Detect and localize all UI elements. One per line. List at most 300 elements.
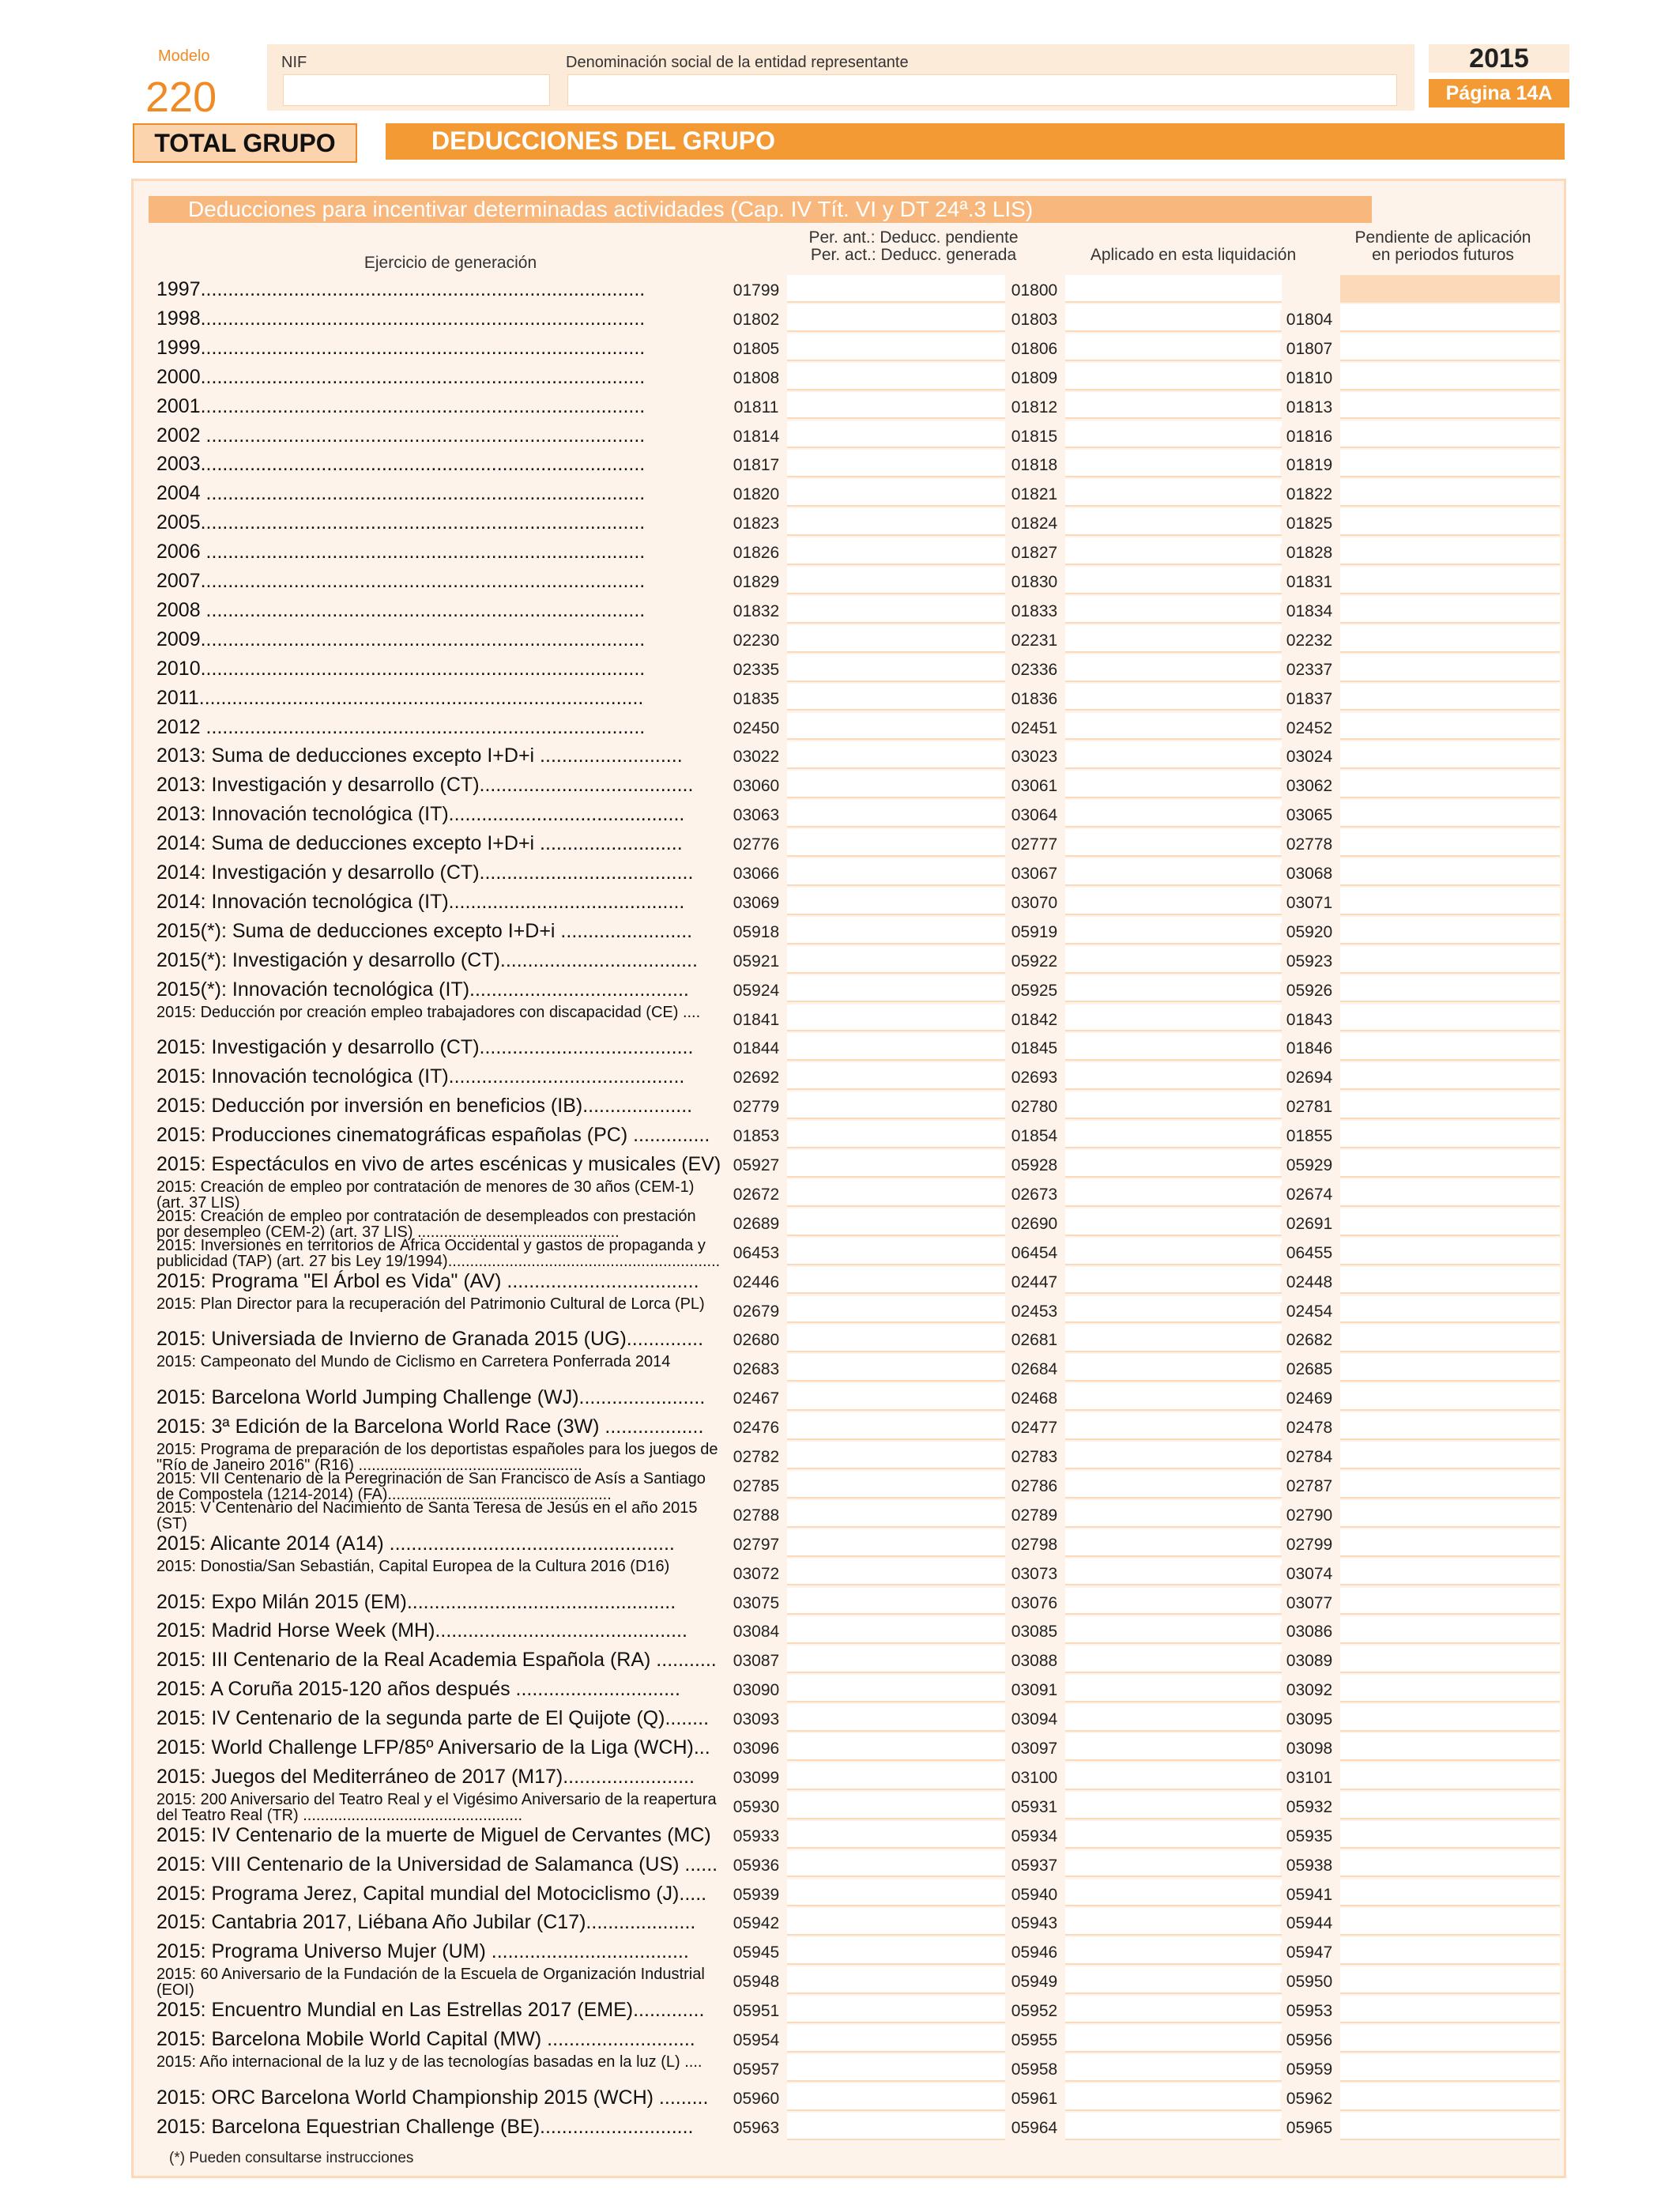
amount-input[interactable] — [787, 1559, 1005, 1586]
box-code: 02674 — [1280, 1186, 1339, 1204]
amount-input[interactable] — [1065, 946, 1282, 974]
amount-input[interactable] — [1340, 1033, 1560, 1061]
box-code: 05931 — [1005, 1798, 1064, 1817]
amount-input[interactable] — [1340, 1267, 1560, 1295]
row-label: 2003................................................................................. — [156, 453, 646, 476]
amount-input[interactable] — [787, 596, 1005, 624]
amount-input[interactable] — [1065, 888, 1282, 915]
amount-input[interactable] — [1340, 1559, 1560, 1586]
row-label: 2014: Innovación tecnológica (IT)........................................... — [156, 890, 685, 913]
amount-input[interactable] — [1065, 1996, 1282, 2023]
box-code: 02476 — [727, 1419, 785, 1438]
amount-input[interactable] — [1065, 479, 1282, 507]
amount-input[interactable] — [1065, 1471, 1282, 1498]
row-label: 2012 ................................................................................ — [156, 715, 646, 738]
amount-input[interactable] — [1340, 975, 1560, 1003]
amount-input[interactable] — [787, 1091, 1005, 1119]
amount-input[interactable] — [1340, 537, 1560, 565]
amount-input[interactable] — [787, 479, 1005, 507]
amount-input[interactable] — [1065, 1238, 1282, 1265]
amount-input[interactable] — [1340, 450, 1560, 477]
amount-input[interactable] — [1065, 1005, 1282, 1032]
amount-input[interactable] — [787, 1996, 1005, 2023]
year-badge: 2015 — [1429, 44, 1569, 73]
amount-input[interactable] — [1340, 1383, 1560, 1411]
amount-input[interactable] — [1340, 1996, 1560, 2023]
amount-input[interactable] — [787, 392, 1005, 420]
amount-input[interactable] — [1065, 1442, 1282, 1469]
amount-input[interactable] — [1340, 392, 1560, 420]
box-code: 05964 — [1005, 2119, 1064, 2138]
amount-input[interactable] — [1340, 829, 1560, 857]
amount-input[interactable] — [1065, 508, 1282, 536]
amount-input[interactable] — [787, 1296, 1005, 1324]
amount-input[interactable] — [1340, 1005, 1560, 1032]
box-code: 03071 — [1280, 894, 1339, 913]
amount-input[interactable] — [787, 1762, 1005, 1790]
amount-input[interactable] — [1340, 1646, 1560, 1673]
amount-input[interactable] — [1065, 2113, 1282, 2140]
box-code: 05950 — [1280, 1973, 1339, 1992]
amount-input[interactable] — [1065, 1616, 1282, 1644]
box-code: 03069 — [727, 894, 785, 913]
box-code: 05938 — [1280, 1857, 1339, 1875]
amount-input[interactable] — [787, 1821, 1005, 1849]
amount-input[interactable] — [1340, 1325, 1560, 1352]
amount-input[interactable] — [787, 1062, 1005, 1090]
amount-input[interactable] — [787, 1966, 1005, 1994]
box-code: 03096 — [727, 1740, 785, 1759]
box-code: 05961 — [1005, 2090, 1064, 2109]
row-label: 2015: World Challenge LFP/85º Aniversario de la Liga (WCH)... — [156, 1736, 710, 1759]
amount-input[interactable] — [787, 946, 1005, 974]
amount-input[interactable] — [787, 1325, 1005, 1352]
row-label: 2015: Campeonato del Mundo de Ciclismo en Carretera Ponferrada 2014 — [156, 1354, 671, 1370]
amount-input[interactable] — [1340, 479, 1560, 507]
box-code: 01824 — [1005, 515, 1064, 533]
box-code: 03095 — [1280, 1710, 1339, 1729]
amount-input[interactable] — [1340, 596, 1560, 624]
box-code: 02776 — [727, 835, 785, 854]
box-code: 01825 — [1280, 515, 1339, 533]
amount-input[interactable] — [1065, 1762, 1282, 1790]
nif-field[interactable] — [283, 74, 550, 106]
amount-input[interactable] — [1340, 800, 1560, 827]
amount-input[interactable] — [787, 275, 1005, 303]
box-code: 05922 — [1005, 952, 1064, 971]
box-code: 01841 — [727, 1011, 785, 1030]
box-code: 01832 — [727, 602, 785, 621]
box-code: 05933 — [727, 1827, 785, 1846]
box-code: 06453 — [727, 1244, 785, 1263]
amount-input[interactable] — [1340, 1762, 1560, 1790]
amount-input[interactable] — [1065, 713, 1282, 741]
amount-input[interactable] — [1065, 975, 1282, 1003]
denominacion-field[interactable] — [567, 74, 1397, 106]
amount-input[interactable] — [787, 625, 1005, 653]
box-code: 01813 — [1280, 398, 1339, 417]
amount-input[interactable] — [1065, 1966, 1282, 1994]
amount-input[interactable] — [1065, 654, 1282, 682]
box-code: 05923 — [1280, 952, 1339, 971]
box-code: 03086 — [1280, 1623, 1339, 1642]
amount-input[interactable] — [1065, 1121, 1282, 1148]
box-code: 03087 — [727, 1652, 785, 1671]
amount-input[interactable] — [787, 304, 1005, 332]
amount-input[interactable] — [1340, 654, 1560, 682]
amount-input[interactable] — [1340, 2054, 1560, 2082]
amount-input[interactable] — [1340, 1879, 1560, 1907]
amount-input[interactable] — [1065, 625, 1282, 653]
box-code: 05924 — [727, 982, 785, 1001]
amount-input[interactable] — [787, 1792, 1005, 1819]
box-code: 03092 — [1280, 1681, 1339, 1700]
amount-input[interactable] — [1065, 1529, 1282, 1557]
box-code: 05954 — [727, 2031, 785, 2050]
box-code: 05953 — [1280, 2002, 1339, 2021]
amount-input[interactable] — [787, 334, 1005, 361]
amount-input[interactable] — [1340, 684, 1560, 711]
amount-input[interactable] — [1065, 450, 1282, 477]
box-code: 05920 — [1280, 923, 1339, 942]
amount-input[interactable] — [1340, 946, 1560, 974]
row-label: 2014: Investigación y desarrollo (CT)....................................... — [156, 861, 694, 884]
amount-input[interactable] — [1340, 1966, 1560, 1994]
amount-input[interactable] — [1065, 800, 1282, 827]
box-code: 01806 — [1005, 340, 1064, 359]
amount-input[interactable] — [787, 2025, 1005, 2053]
row-label: 2015: V Centenario del Nacimiento de Santa Teresa de Jesús en el año 2015 (ST) — [156, 1499, 698, 1532]
amount-input[interactable] — [1340, 2025, 1560, 2053]
amount-input[interactable] — [1340, 1179, 1560, 1207]
box-code: 02451 — [1005, 719, 1064, 738]
amount-input[interactable] — [1065, 684, 1282, 711]
box-code: 03099 — [727, 1769, 785, 1788]
amount-input[interactable] — [1340, 334, 1560, 361]
amount-input[interactable] — [1065, 421, 1282, 449]
amount-input[interactable] — [1340, 1704, 1560, 1732]
amount-input[interactable] — [1340, 2113, 1560, 2140]
box-code: 02452 — [1280, 719, 1339, 738]
amount-input[interactable] — [1065, 304, 1282, 332]
amount-input[interactable] — [787, 363, 1005, 390]
amount-input[interactable] — [1340, 1354, 1560, 1382]
amount-input[interactable] — [1065, 1179, 1282, 1207]
amount-input[interactable] — [1065, 1412, 1282, 1440]
box-code: 03070 — [1005, 894, 1064, 913]
amount-input[interactable] — [1340, 1792, 1560, 1819]
box-code: 03088 — [1005, 1652, 1064, 1671]
amount-input[interactable] — [1065, 1150, 1282, 1178]
box-code: 02689 — [727, 1215, 785, 1234]
amount-input[interactable] — [1065, 1091, 1282, 1119]
amount-input[interactable] — [1065, 741, 1282, 769]
box-code: 01809 — [1005, 369, 1064, 388]
amount-input[interactable] — [787, 1412, 1005, 1440]
amount-input[interactable] — [787, 741, 1005, 769]
amount-input[interactable] — [1340, 567, 1560, 594]
amount-input[interactable] — [1340, 1937, 1560, 1965]
row-label: 2015: Año internacional de la luz y de las tecnologías basadas en la luz (L) .... — [156, 2053, 703, 2070]
amount-input[interactable] — [1065, 829, 1282, 857]
amount-input[interactable] — [1340, 1412, 1560, 1440]
amount-input[interactable] — [1340, 1908, 1560, 1936]
amount-input[interactable] — [1340, 2083, 1560, 2111]
amount-input[interactable] — [1065, 2083, 1282, 2111]
amount-input[interactable] — [787, 1208, 1005, 1236]
amount-input[interactable] — [1065, 1062, 1282, 1090]
row-label: 2000................................................................................. — [156, 365, 646, 388]
box-code: 01844 — [727, 1039, 785, 1058]
amount-input[interactable] — [1340, 1442, 1560, 1469]
box-code: 05925 — [1005, 982, 1064, 1001]
amount-input[interactable] — [787, 1733, 1005, 1761]
box-code: 02469 — [1280, 1389, 1339, 1408]
amount-input[interactable] — [1065, 2025, 1282, 2053]
amount-input[interactable] — [1065, 363, 1282, 390]
box-code: 05921 — [727, 952, 785, 971]
box-code: 01807 — [1280, 340, 1339, 359]
box-code: 03066 — [727, 865, 785, 884]
row-label: 2015: Programa Jerez, Capital mundial del Motociclismo (J)..... — [156, 1882, 707, 1905]
amount-input[interactable] — [787, 1150, 1005, 1178]
amount-input[interactable] — [787, 1033, 1005, 1061]
box-code: 02790 — [1280, 1506, 1339, 1525]
amount-input[interactable] — [1340, 508, 1560, 536]
box-code: 05963 — [727, 2119, 785, 2138]
amount-input[interactable] — [1340, 1821, 1560, 1849]
amount-input[interactable] — [1340, 1675, 1560, 1702]
amount-input[interactable] — [787, 975, 1005, 1003]
box-code: 02779 — [727, 1098, 785, 1117]
box-code: 05942 — [727, 1914, 785, 1933]
amount-input[interactable] — [787, 1354, 1005, 1382]
amount-input[interactable] — [1065, 596, 1282, 624]
box-code: 01820 — [727, 485, 785, 504]
box-code: 05928 — [1005, 1156, 1064, 1175]
row-label: 2015: A Coruña 2015-120 años después .............................. — [156, 1678, 680, 1701]
amount-input[interactable] — [787, 1267, 1005, 1295]
amount-input[interactable] — [1065, 334, 1282, 361]
amount-input[interactable] — [787, 713, 1005, 741]
amount-input[interactable] — [1340, 1850, 1560, 1878]
amount-input[interactable] — [1065, 392, 1282, 420]
row-label: 2015: Deducción por inversión en beneficios (IB).................... — [156, 1095, 693, 1118]
amount-input[interactable] — [787, 684, 1005, 711]
amount-input[interactable] — [1065, 1354, 1282, 1382]
box-code: 03085 — [1005, 1623, 1064, 1642]
col-header-futuro-1: Pendiente de aplicación — [1354, 228, 1531, 247]
box-code: 01817 — [727, 456, 785, 475]
amount-input[interactable] — [1340, 741, 1560, 769]
row-label: 1999................................................................................. — [156, 336, 646, 359]
box-code: 02692 — [727, 1069, 785, 1088]
amount-input[interactable] — [1340, 1471, 1560, 1498]
amount-input[interactable] — [1065, 1208, 1282, 1236]
amount-input[interactable] — [787, 421, 1005, 449]
amount-input[interactable] — [787, 1238, 1005, 1265]
box-code: 01819 — [1280, 456, 1339, 475]
amount-input[interactable] — [787, 1616, 1005, 1644]
amount-input[interactable] — [787, 1675, 1005, 1702]
box-code: 02337 — [1280, 661, 1339, 680]
amount-input[interactable] — [1065, 1908, 1282, 1936]
amount-input[interactable] — [1065, 537, 1282, 565]
amount-input[interactable] — [1340, 771, 1560, 798]
box-code: 02797 — [727, 1536, 785, 1555]
box-code: 05960 — [727, 2090, 785, 2109]
amount-input[interactable] — [1065, 1500, 1282, 1528]
amount-input[interactable] — [787, 537, 1005, 565]
amount-input[interactable] — [787, 567, 1005, 594]
row-label: 2005................................................................................. — [156, 511, 646, 534]
total-grupo-label: TOTAL GRUPO — [133, 123, 357, 163]
modelo-label: Modelo — [158, 47, 210, 65]
amount-input[interactable] — [1065, 917, 1282, 944]
amount-input[interactable] — [1340, 421, 1560, 449]
amount-input[interactable] — [1065, 1850, 1282, 1878]
amount-input[interactable] — [1340, 1208, 1560, 1236]
amount-input[interactable] — [1065, 1325, 1282, 1352]
amount-input[interactable] — [787, 1179, 1005, 1207]
row-label: 2002 ................................................................................ — [156, 424, 646, 447]
amount-input[interactable] — [1340, 858, 1560, 886]
box-code: 03077 — [1280, 1594, 1339, 1613]
amount-input[interactable] — [1340, 625, 1560, 653]
box-code: 02783 — [1005, 1448, 1064, 1467]
amount-input[interactable] — [1065, 1937, 1282, 1965]
amount-input[interactable] — [1340, 1529, 1560, 1557]
amount-input[interactable] — [1065, 1675, 1282, 1702]
row-label: 2015(*): Innovación tecnológica (IT)........................................ — [156, 978, 689, 1001]
amount-input[interactable] — [787, 2113, 1005, 2140]
amount-input[interactable] — [1065, 1792, 1282, 1819]
amount-input[interactable] — [787, 2083, 1005, 2111]
amount-input[interactable] — [1065, 1296, 1282, 1324]
amount-input[interactable] — [1065, 1559, 1282, 1586]
amount-input[interactable] — [1065, 1588, 1282, 1615]
box-code: 01826 — [727, 544, 785, 563]
row-label: 2015: Espectáculos en vivo de artes escénicas y musicales (EV) — [156, 1153, 721, 1175]
amount-input[interactable] — [1065, 1033, 1282, 1061]
amount-input[interactable] — [1340, 304, 1560, 332]
amount-input[interactable] — [1340, 1500, 1560, 1528]
col-header-ejercicio: Ejercicio de generación — [363, 254, 537, 272]
box-code: 02477 — [1005, 1419, 1064, 1438]
box-code: 02450 — [727, 719, 785, 738]
amount-input[interactable] — [1340, 1238, 1560, 1265]
amount-input[interactable] — [787, 1529, 1005, 1557]
amount-input[interactable] — [1065, 1733, 1282, 1761]
amount-input[interactable] — [1065, 1383, 1282, 1411]
box-code: 01837 — [1280, 690, 1339, 709]
box-code: 02782 — [727, 1448, 785, 1467]
amount-input[interactable] — [787, 654, 1005, 682]
row-label: 2015: VIII Centenario de la Universidad de Salamanca (US) ...... — [156, 1853, 718, 1875]
box-code: 05945 — [727, 1943, 785, 1962]
denominacion-label: Denominación social de la entidad representante — [566, 54, 909, 71]
box-code: 02679 — [727, 1302, 785, 1321]
amount-input[interactable] — [1340, 1062, 1560, 1090]
amount-input[interactable] — [1340, 1296, 1560, 1324]
amount-input[interactable] — [1065, 1821, 1282, 1849]
amount-input[interactable] — [1340, 1091, 1560, 1119]
amount-input[interactable] — [1340, 1588, 1560, 1615]
row-label: 2015(*): Investigación y desarrollo (CT).................................... — [156, 948, 698, 971]
amount-input[interactable] — [787, 858, 1005, 886]
amount-input[interactable] — [787, 1937, 1005, 1965]
amount-input[interactable] — [1340, 1616, 1560, 1644]
amount-input[interactable] — [1065, 1267, 1282, 1295]
amount-input[interactable] — [1065, 1879, 1282, 1907]
amount-input[interactable] — [1340, 713, 1560, 741]
amount-input[interactable] — [1065, 1646, 1282, 1673]
amount-input[interactable] — [787, 1588, 1005, 1615]
amount-input[interactable] — [787, 1442, 1005, 1469]
amount-input[interactable] — [787, 1121, 1005, 1148]
amount-input[interactable] — [1340, 1121, 1560, 1148]
amount-input[interactable] — [787, 1500, 1005, 1528]
amount-input[interactable] — [787, 800, 1005, 827]
amount-input[interactable] — [787, 1879, 1005, 1907]
amount-input[interactable] — [1340, 1150, 1560, 1178]
amount-input[interactable] — [787, 1704, 1005, 1732]
row-label: 2015(*): Suma de deducciones excepto I+D+i ........................ — [156, 919, 693, 942]
row-label: 2015: Programa Universo Mujer (UM) .................................... — [156, 1940, 689, 1963]
amount-input[interactable] — [1065, 771, 1282, 798]
amount-input[interactable] — [787, 508, 1005, 536]
amount-input[interactable] — [787, 829, 1005, 857]
amount-input[interactable] — [787, 888, 1005, 915]
box-code: 02798 — [1005, 1536, 1064, 1555]
box-code: 02232 — [1280, 631, 1339, 650]
amount-input[interactable] — [787, 917, 1005, 944]
amount-input[interactable] — [1065, 858, 1282, 886]
amount-input[interactable] — [787, 1908, 1005, 1936]
box-code: 05939 — [727, 1886, 785, 1905]
amount-input[interactable] — [787, 1471, 1005, 1498]
amount-input[interactable] — [787, 1005, 1005, 1032]
box-code: 03076 — [1005, 1594, 1064, 1613]
amount-input[interactable] — [1340, 888, 1560, 915]
row-label: 2015: Encuentro Mundial en Las Estrellas 2017 (EME)............. — [156, 1999, 705, 2022]
box-code: 05941 — [1280, 1886, 1339, 1905]
amount-input[interactable] — [787, 771, 1005, 798]
box-code: 01815 — [1005, 428, 1064, 447]
box-code: 02785 — [727, 1477, 785, 1496]
amount-input[interactable] — [787, 2054, 1005, 2082]
row-label: 2015: Programa de preparación de los deportistas españoles para los juegos de "Río de Janeiro 2016" (R16) ................................................... — [156, 1442, 718, 1473]
box-code: 03062 — [1280, 777, 1339, 796]
amount-input[interactable] — [787, 1646, 1005, 1673]
amount-input[interactable] — [1065, 567, 1282, 594]
amount-input[interactable] — [787, 450, 1005, 477]
amount-input[interactable] — [1340, 917, 1560, 944]
box-code: 03091 — [1005, 1681, 1064, 1700]
amount-input[interactable] — [1065, 2054, 1282, 2082]
amount-input[interactable] — [1065, 275, 1282, 303]
box-code: 01833 — [1005, 602, 1064, 621]
row-label: 2015: Inversiones en territorios de África Occidental y gastos de propaganda y publicidad (TAP) (art. 27 bis Ley 19/1994).............................................................. — [156, 1237, 721, 1269]
amount-input[interactable] — [787, 1383, 1005, 1411]
box-code: 05957 — [727, 2060, 785, 2079]
amount-input[interactable] — [1340, 363, 1560, 390]
amount-input[interactable] — [787, 1850, 1005, 1878]
amount-input[interactable] — [1065, 1704, 1282, 1732]
box-code: 05965 — [1280, 2119, 1339, 2138]
box-code: 05947 — [1280, 1943, 1339, 1962]
amount-input[interactable] — [1340, 1733, 1560, 1761]
